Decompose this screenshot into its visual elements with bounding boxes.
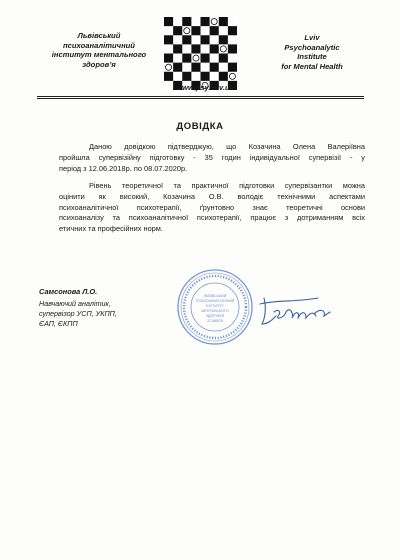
org-ua-line: Львівський <box>77 31 121 40</box>
org-ua-line: здоров’я <box>82 59 116 69</box>
paragraph-confirmation <box>59 142 365 174</box>
paragraph-line: пройшла супервізійну підготовку - 35 годин індивідуальної супервізії - у <box>59 152 365 162</box>
org-ua-line: інститут ментального <box>51 50 147 60</box>
paragraph-line: оцінити як високий, Козачина О.В. володіє технічними аспектами <box>59 191 365 201</box>
checkerboard-logo-icon <box>164 17 237 90</box>
paragraph-line: Рівень теоретичної та практичної підготовки супервізантки можна <box>89 181 365 190</box>
stamp-text: МЕНТАЛЬНОГО <box>201 309 229 313</box>
paragraph-line: етичних та професійних норм. <box>59 224 163 234</box>
org-ua-line: психоаналітичний <box>63 40 135 50</box>
paragraph-evaluation <box>59 181 365 235</box>
signatory-title-line: ЄАП, ЄКПП <box>39 319 78 328</box>
signatory-name: Самсонова Л.О. <box>39 287 98 296</box>
stamp-text: ІНСТИТУТ <box>206 304 224 308</box>
org-name-ukrainian <box>40 31 158 69</box>
paragraph-line: психоаналітичної психотерапії, ґрунтовно знає теоретичні основи <box>59 202 365 212</box>
paragraph-line: період з 12.06.2018р. по 08.07.2020р. <box>59 163 188 173</box>
org-en-line: Institute <box>297 52 327 62</box>
paragraph-line: психоаналізу та психоаналітичної психотерапії, працює з дотриманням всіх <box>59 213 365 223</box>
header-divider <box>37 96 364 97</box>
paragraph-line: Даною довідкою підтверджую, що Козачина Олена Валеріївна <box>89 142 365 151</box>
stamp-text: ПСИХОАНАЛІТИЧНИЙ <box>195 299 235 303</box>
stamp-text: ЛЬВІВСЬКИЙ <box>203 294 227 298</box>
org-en-line: for Mental Health <box>281 61 343 71</box>
round-seal-icon <box>176 268 254 346</box>
signatory-title <box>39 299 117 329</box>
org-en-line: Lviv <box>304 33 320 42</box>
document-title: ДОВІДКА <box>176 121 224 132</box>
header-divider-thin <box>37 98 364 99</box>
signatory-title-line: супервізор УСП, УКПП, <box>39 309 117 318</box>
website-line <box>0 83 400 92</box>
stamp-text: ЗДОРОВ'Я <box>205 314 225 318</box>
signatory-title-line: Навчаючий аналітик, <box>39 299 111 308</box>
stamp-text: 37186578 <box>207 319 223 323</box>
org-name-english <box>262 33 362 71</box>
handwritten-signature-icon <box>256 290 336 330</box>
org-en-line: Psychoanalytic <box>284 42 340 52</box>
website-link[interactable]: www.psy.lviv.ua <box>176 83 234 92</box>
